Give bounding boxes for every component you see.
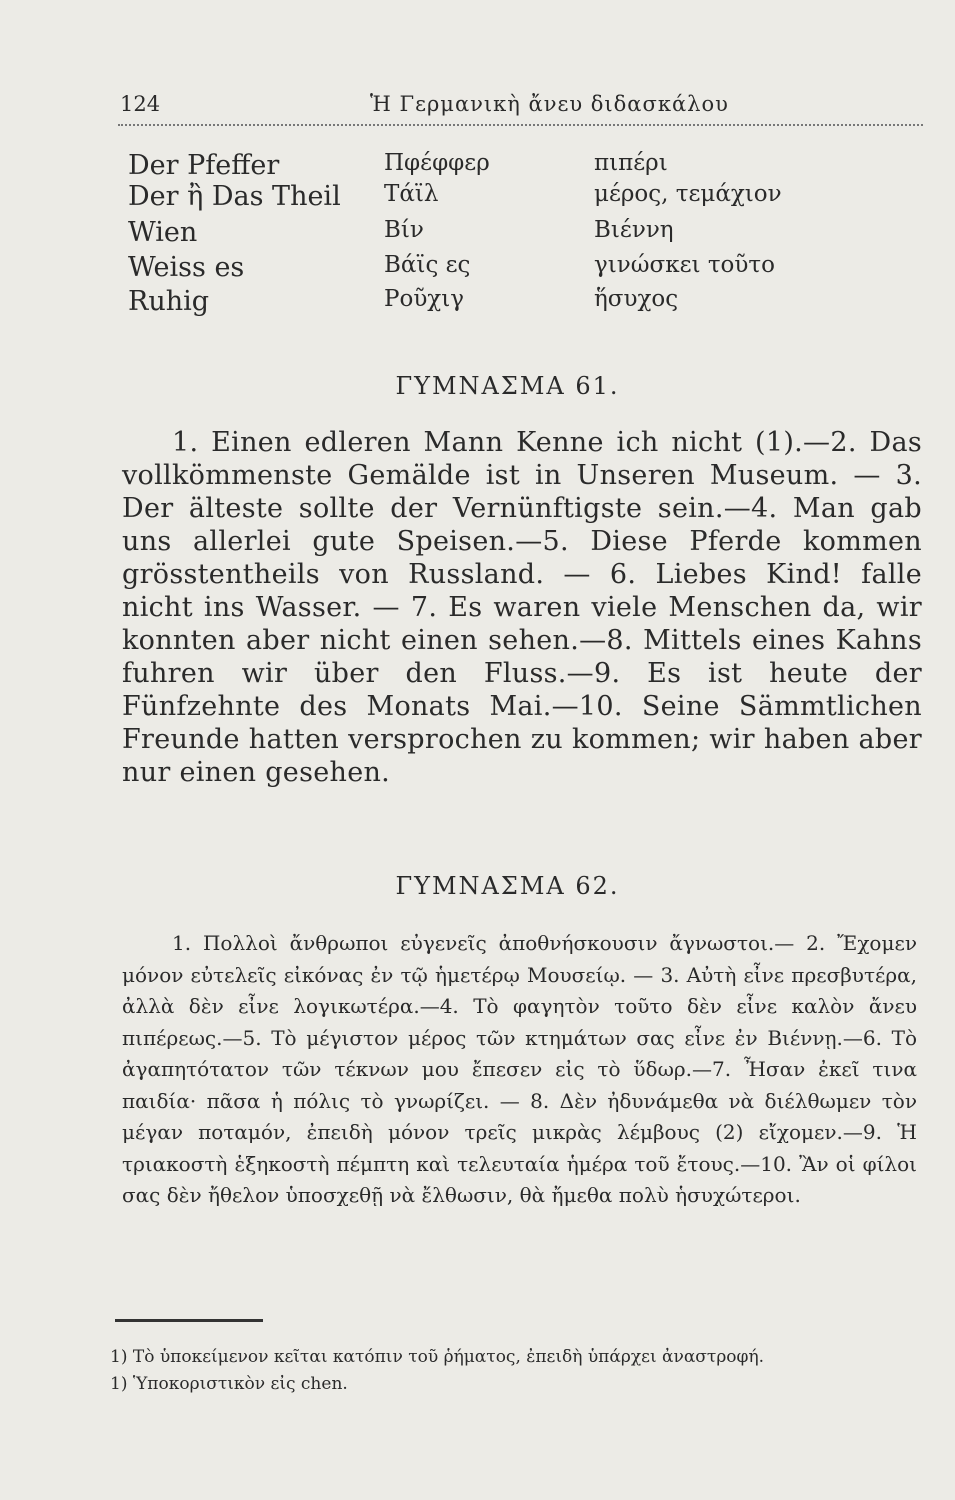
vocab-pronunciation: Βίν bbox=[384, 217, 424, 243]
vocab-row bbox=[128, 181, 888, 217]
vocab-row bbox=[128, 286, 888, 316]
footnote-divider bbox=[115, 1319, 263, 1322]
vocab-greek: Βιέννη bbox=[594, 217, 674, 243]
footnote-2: 1) Ὑποκοριστικὸν εἰς chen. bbox=[110, 1374, 348, 1394]
vocab-greek: μέρος, τεμάχιον bbox=[594, 181, 782, 207]
vocab-german: Ruhig bbox=[128, 286, 210, 317]
vocab-pronunciation: Πφέφφερ bbox=[384, 150, 490, 176]
vocab-german: Der ἢ Das Theil bbox=[128, 181, 341, 212]
vocab-pronunciation: Τάϊλ bbox=[384, 181, 439, 207]
vocab-greek: πιπέρι bbox=[594, 150, 668, 176]
exercise-61-text: 1. Einen edleren Mann Kenne ich nicht (1).—2. Das vollkömmenste Gemälde ist in Unseren Museum. — 3. Der älteste sollte der Vernünftigste sein.—4. Man gab uns allerlei gute Speisen.—5. Diese Pferde kommen grösstentheils von Russland. — 6. Liebes Kind! falle nicht ins Wasser. — 7. Es waren viele Menschen da, wir konnten aber nicht einen sehen.—8. Mittels eines Kahns fuhren wir über den Fluss.—9. Es ist heute der Fünfzehnte des Monats Mai.—10. Seine Sämmtlichen Freunde hatten versprochen zu kommen; wir haben aber nur einen gesehen. bbox=[122, 427, 922, 788]
exercise-62-text: 1. Πολλοὶ ἄνθρωποι εὐγενεῖς ἀποθνήσκουσιν ἄγνωστοι.— 2. Ἔχομεν μόνον εὐτελεῖς εἰκόνας ἐν τῷ ἡμετέρῳ Μουσείῳ. — 3. Αὐτὴ εἶνε πρεσβυτέρα, ἀλλὰ δὲν εἶνε λογικωτέρα.—4. Τὸ φαγητὸν τοῦτο δὲν εἶνε καλὸν ἄνευ πιπέρεως.—5. Τὸ μέγιστον μέρος τῶν κτημάτων σας εἶνε ἐν Βιέννῃ.—6. Τὸ ἀγαπητότατον τῶν τέκνων μου ἔπεσεν εἰς τὸ ὕδωρ.—7. Ἦσαν ἐκεῖ τινα παιδία· πᾶσα ἡ πόλις τὸ γνωρίζει. — 8. Δὲν ἠδυνάμεθα νὰ διέλθωμεν τὸν μέγαν ποταμόν, ἐπειδὴ μόνον τρεῖς μικρὰς λέμβους (2) εἴχομεν.—9. Ἡ τριακοστὴ ἑξηκοστὴ πέμπτη καὶ τελευταία ἡμέρα τοῦ ἔτους.—10. Ἂν οἱ φίλοι σας δὲν ἤθελον ὑποσχεθῇ νὰ ἔλθωσιν, θὰ ἤμεθα πολὺ ἡσυχώτεροι. bbox=[122, 931, 917, 1207]
vocab-greek: ἥσυχος bbox=[594, 286, 679, 312]
vocab-pronunciation: Ροῦχιγ bbox=[384, 286, 465, 312]
vocab-row bbox=[128, 252, 888, 286]
vocab-german: Weiss es bbox=[128, 252, 245, 283]
footnotes bbox=[110, 1344, 930, 1398]
header-divider bbox=[118, 124, 923, 129]
vocabulary-table bbox=[128, 150, 888, 316]
vocab-greek: γινώσκει τοῦτο bbox=[594, 252, 775, 278]
vocab-german: Der Pfeffer bbox=[128, 150, 280, 181]
exercise-62-heading: ΓΥΜΝΑΣΜΑ 62. bbox=[395, 872, 620, 900]
vocab-german: Wien bbox=[128, 217, 198, 248]
vocab-row bbox=[128, 150, 888, 181]
page-header bbox=[120, 92, 920, 122]
exercise-61-heading: ΓΥΜΝΑΣΜΑ 61. bbox=[395, 372, 620, 400]
footnote-1: 1) Τὸ ὑποκείμενον κεῖται κατόπιν τοῦ ῥήματος, ἐπειδὴ ὑπάρχει ἀναστροφή. bbox=[110, 1347, 765, 1367]
vocab-pronunciation: Βάϊς ες bbox=[384, 252, 471, 278]
page-number: 124 bbox=[120, 92, 161, 116]
vocab-row bbox=[128, 217, 888, 252]
running-title: Ἡ Γερμανικὴ ἄνευ διδασκάλου bbox=[370, 92, 729, 116]
